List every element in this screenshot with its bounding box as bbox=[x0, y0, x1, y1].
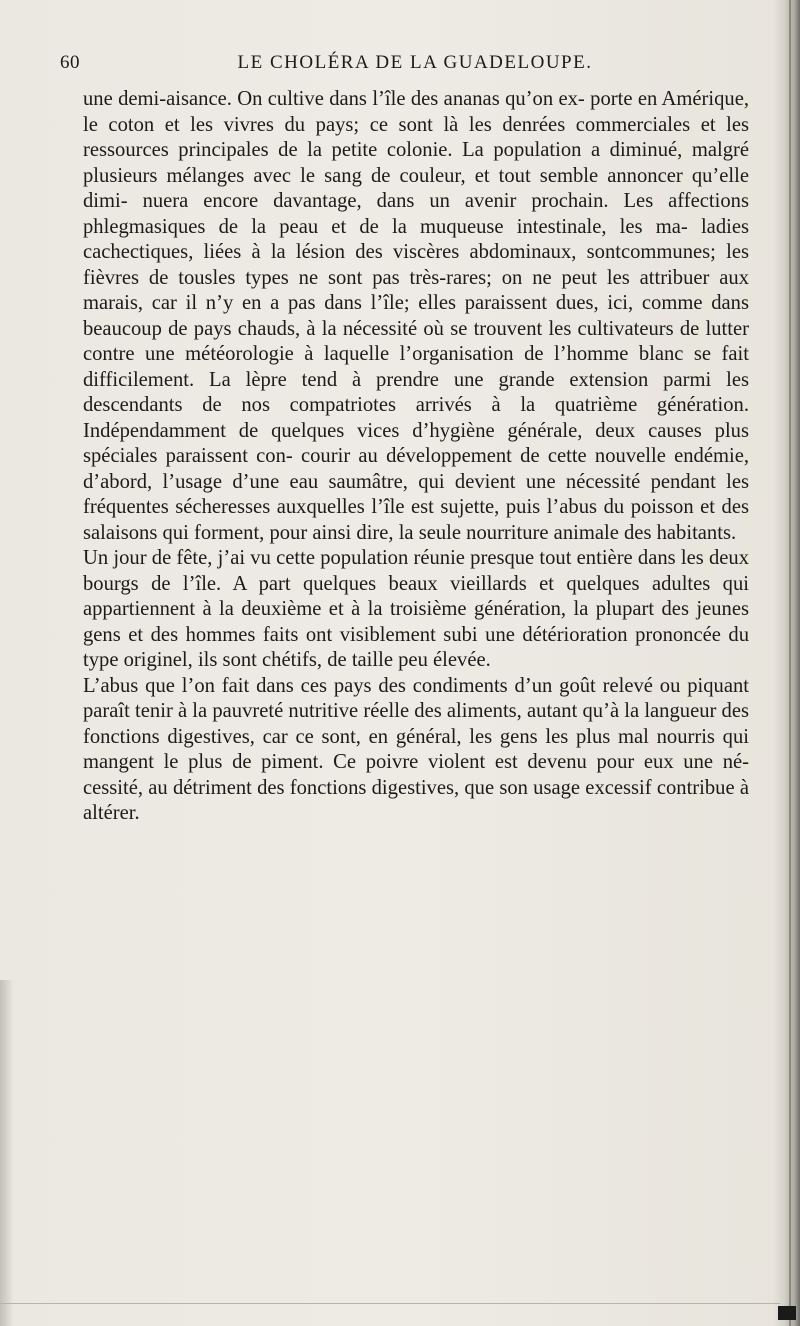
running-title: LE CHOLÉRA DE LA GUADELOUPE. bbox=[237, 52, 593, 73]
page-edge-line bbox=[789, 0, 791, 1326]
page-edge-shadow bbox=[772, 0, 800, 1326]
paragraph-3: L’abus que l’on fait dans ces pays des condiments d’un goût relevé ou piquant paraît tenir à la pauvreté nutritive réelle des aliments, autant qu’à la langueur des fonctions digestives, car ce sont, en général, les gens les plus mal nourris qui mangent le plus de piment. Ce poivre violent est devenu pour eux une né- cessité, au détriment des fonctions digestives, que son usage excessif contribue à altérer. bbox=[83, 674, 749, 824]
page-number: 60 bbox=[60, 52, 80, 73]
paragraph-2: Un jour de fête, j’ai vu cette population réunie presque tout entière dans les deux bourgs de l’île. A part quelques beaux vieillards et quelques adultes qui appartiennent à la deuxième et à la troisième génération, la plupart des jeunes gens et des hommes faits ont visiblement subi une détérioration prononcée du type originel, ils sont chétifs, de taille peu élevée. bbox=[83, 547, 749, 671]
paragraph-1: une demi-aisance. On cultive dans l’île des ananas qu’on ex- porte en Amérique, le coton et les vivres du pays; ce sont là les denrées commerciales et les ressources principales de la petite colonie. La population a diminué, malgré plusieurs mélanges avec le sang de couleur, et tout semble annoncer qu’elle dimi- nuera encore davantage, dans un avenir prochain. Les affections phlegmasiques de la peau et de la muqueuse intestinale, les ma- ladies cachectiques, liées à la lésion des viscères abdominaux, sontcommunes; les fièvres de tousles types ne sont pas très-rares; on ne peut les attribuer aux marais, car il n’y en a pas dans l’île; elles paraissent dues, ici, comme dans beaucoup de pays chauds, à la nécessité où se trouvent les cultivateurs de lutter contre une météorologie à laquelle l’organisation de l’homme blanc se fait difficilement. La lèpre tend à prendre une grande extension parmi les descendants de nos compatriotes arrivés à la quatrième génération. Indépendamment de quelques vices d’hygiène générale, deux causes plus spéciales paraissent con- courir au développement de cette nouvelle endémie, d’abord, l’usage d’une eau saumâtre, qui devient une nécessité pendant les fréquentes sécheresses auxquelles l’île est sujette, puis l’abus du poisson et des salaisons qui forment, pour ainsi dire, la seule nourriture animale des habitants. bbox=[83, 88, 749, 544]
corner-mark bbox=[778, 1306, 796, 1320]
running-head bbox=[60, 52, 740, 78]
page-shadow-left bbox=[0, 980, 14, 1326]
bottom-rule bbox=[0, 1303, 780, 1304]
body-text bbox=[83, 87, 749, 827]
